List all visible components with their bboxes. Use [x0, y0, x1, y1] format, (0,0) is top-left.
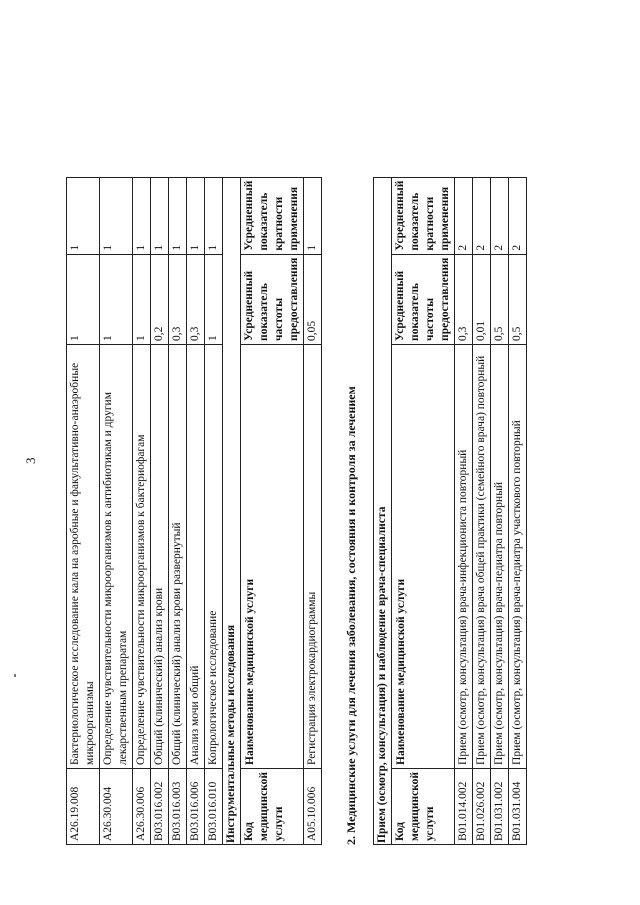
- multiplicity-value: 1: [205, 177, 223, 254]
- service-name: Общий (клинический) анализ крови: [151, 344, 169, 768]
- table-row: [169, 177, 187, 844]
- header-multiplicity: Усредненный показатель кратности применения: [392, 177, 455, 254]
- frequency-value: 0,05: [304, 254, 322, 344]
- service-code: A26.19.008: [67, 768, 100, 844]
- frequency-value: 0,3: [455, 254, 473, 344]
- frequency-value: 1: [67, 254, 100, 344]
- multiplicity-value: 2: [509, 177, 527, 254]
- multiplicity-value: 2: [491, 177, 509, 254]
- services-table-2-body: [374, 177, 527, 844]
- header-code: Код медицинской услуги: [241, 768, 304, 844]
- table-row: [304, 177, 322, 844]
- multiplicity-value: 1: [304, 177, 322, 254]
- header-name: Наименование медицинской услуги: [241, 344, 304, 768]
- table-header-row: [241, 177, 304, 844]
- section-instrumental-methods: Инструментальные методы исследования: [223, 177, 241, 844]
- table-row: [187, 177, 205, 844]
- page-number: 3: [23, 457, 38, 464]
- table-row: [205, 177, 223, 844]
- frequency-value: 0,3: [169, 254, 187, 344]
- service-name: Определение чувствительности микроорганизмов к бактериофагам: [133, 344, 151, 768]
- frequency-value: 0,5: [491, 254, 509, 344]
- service-code: B03.016.002: [151, 768, 169, 844]
- table-row: [67, 177, 100, 844]
- frequency-value: 0,2: [151, 254, 169, 344]
- table-row: [374, 177, 392, 844]
- service-name: Копрологическое исследование: [205, 344, 223, 768]
- service-code: B01.014.002: [455, 768, 473, 844]
- multiplicity-value: 1: [133, 177, 151, 254]
- table-row: [223, 177, 241, 844]
- frequency-value: 0,01: [473, 254, 491, 344]
- multiplicity-value: 1: [100, 177, 133, 254]
- section-2-subtitle: Прием (осмотр, консультация) и наблюдение врача-специалиста: [374, 177, 392, 844]
- scan-speck: [14, 674, 16, 677]
- service-code: B01.031.004: [509, 768, 527, 844]
- header-code: Код медицинской услуги: [392, 768, 455, 844]
- multiplicity-value: 1: [169, 177, 187, 254]
- table-header-row: [392, 177, 455, 844]
- frequency-value: 0,3: [187, 254, 205, 344]
- header-multiplicity: Усредненный показатель кратности применения: [241, 177, 304, 254]
- multiplicity-value: 1: [67, 177, 100, 254]
- service-code: A05.10.006: [304, 768, 322, 844]
- section-2-title: 2. Медицинские услуги для лечения заболевания, состояния и контроля за лечением: [344, 386, 358, 845]
- multiplicity-value: 2: [473, 177, 491, 254]
- service-code: B03.016.003: [169, 768, 187, 844]
- table-row: [133, 177, 151, 844]
- multiplicity-value: 2: [455, 177, 473, 254]
- table-row: [455, 177, 473, 844]
- multiplicity-value: 1: [151, 177, 169, 254]
- service-name: Прием (осмотр, консультация) врача-инфекциониста повторный: [455, 344, 473, 768]
- frequency-value: 0,5: [509, 254, 527, 344]
- service-name: Общий (клинический) анализ крови развернутый: [169, 344, 187, 768]
- service-name: Регистрация электрокардиограммы: [304, 344, 322, 768]
- frequency-value: 1: [100, 254, 133, 344]
- service-name: Прием (осмотр, консультация) врача-педиатра повторный: [491, 344, 509, 768]
- service-name: Прием (осмотр, консультация) врача-педиатра участкового повторный: [509, 344, 527, 768]
- service-name: Прием (осмотр, консультация) врача общей практики (семейного врача) повторный: [473, 344, 491, 768]
- table-row: [473, 177, 491, 844]
- services-table-1: [66, 177, 322, 845]
- service-name: Определение чувствительности микроорганизмов к антибиотикам и другим лекарственным препаратам: [100, 344, 133, 768]
- services-table-1-body: [67, 177, 322, 844]
- header-frequency: Усредненный показатель частоты предоставления: [392, 254, 455, 344]
- service-name: Анализ мочи общий: [187, 344, 205, 768]
- service-code: B01.031.002: [491, 768, 509, 844]
- service-code: B03.016.006: [187, 768, 205, 844]
- table-row: [509, 177, 527, 844]
- table-row: [151, 177, 169, 844]
- services-table-2: [373, 177, 527, 845]
- table-row: [491, 177, 509, 844]
- header-frequency: Усредненный показатель частоты предоставления: [241, 254, 304, 344]
- service-name: Бактериологическое исследование кала на аэробные и факультативно-анаэробные микроорганизмы: [67, 344, 100, 768]
- service-code: A26.30.004: [100, 768, 133, 844]
- header-name: Наименование медицинской услуги: [392, 344, 455, 768]
- multiplicity-value: 1: [187, 177, 205, 254]
- service-code: B01.026.002: [473, 768, 491, 844]
- frequency-value: 1: [205, 254, 223, 344]
- service-code: A26.30.006: [133, 768, 151, 844]
- service-code: B03.016.010: [205, 768, 223, 844]
- frequency-value: 1: [133, 254, 151, 344]
- table-row: [100, 177, 133, 844]
